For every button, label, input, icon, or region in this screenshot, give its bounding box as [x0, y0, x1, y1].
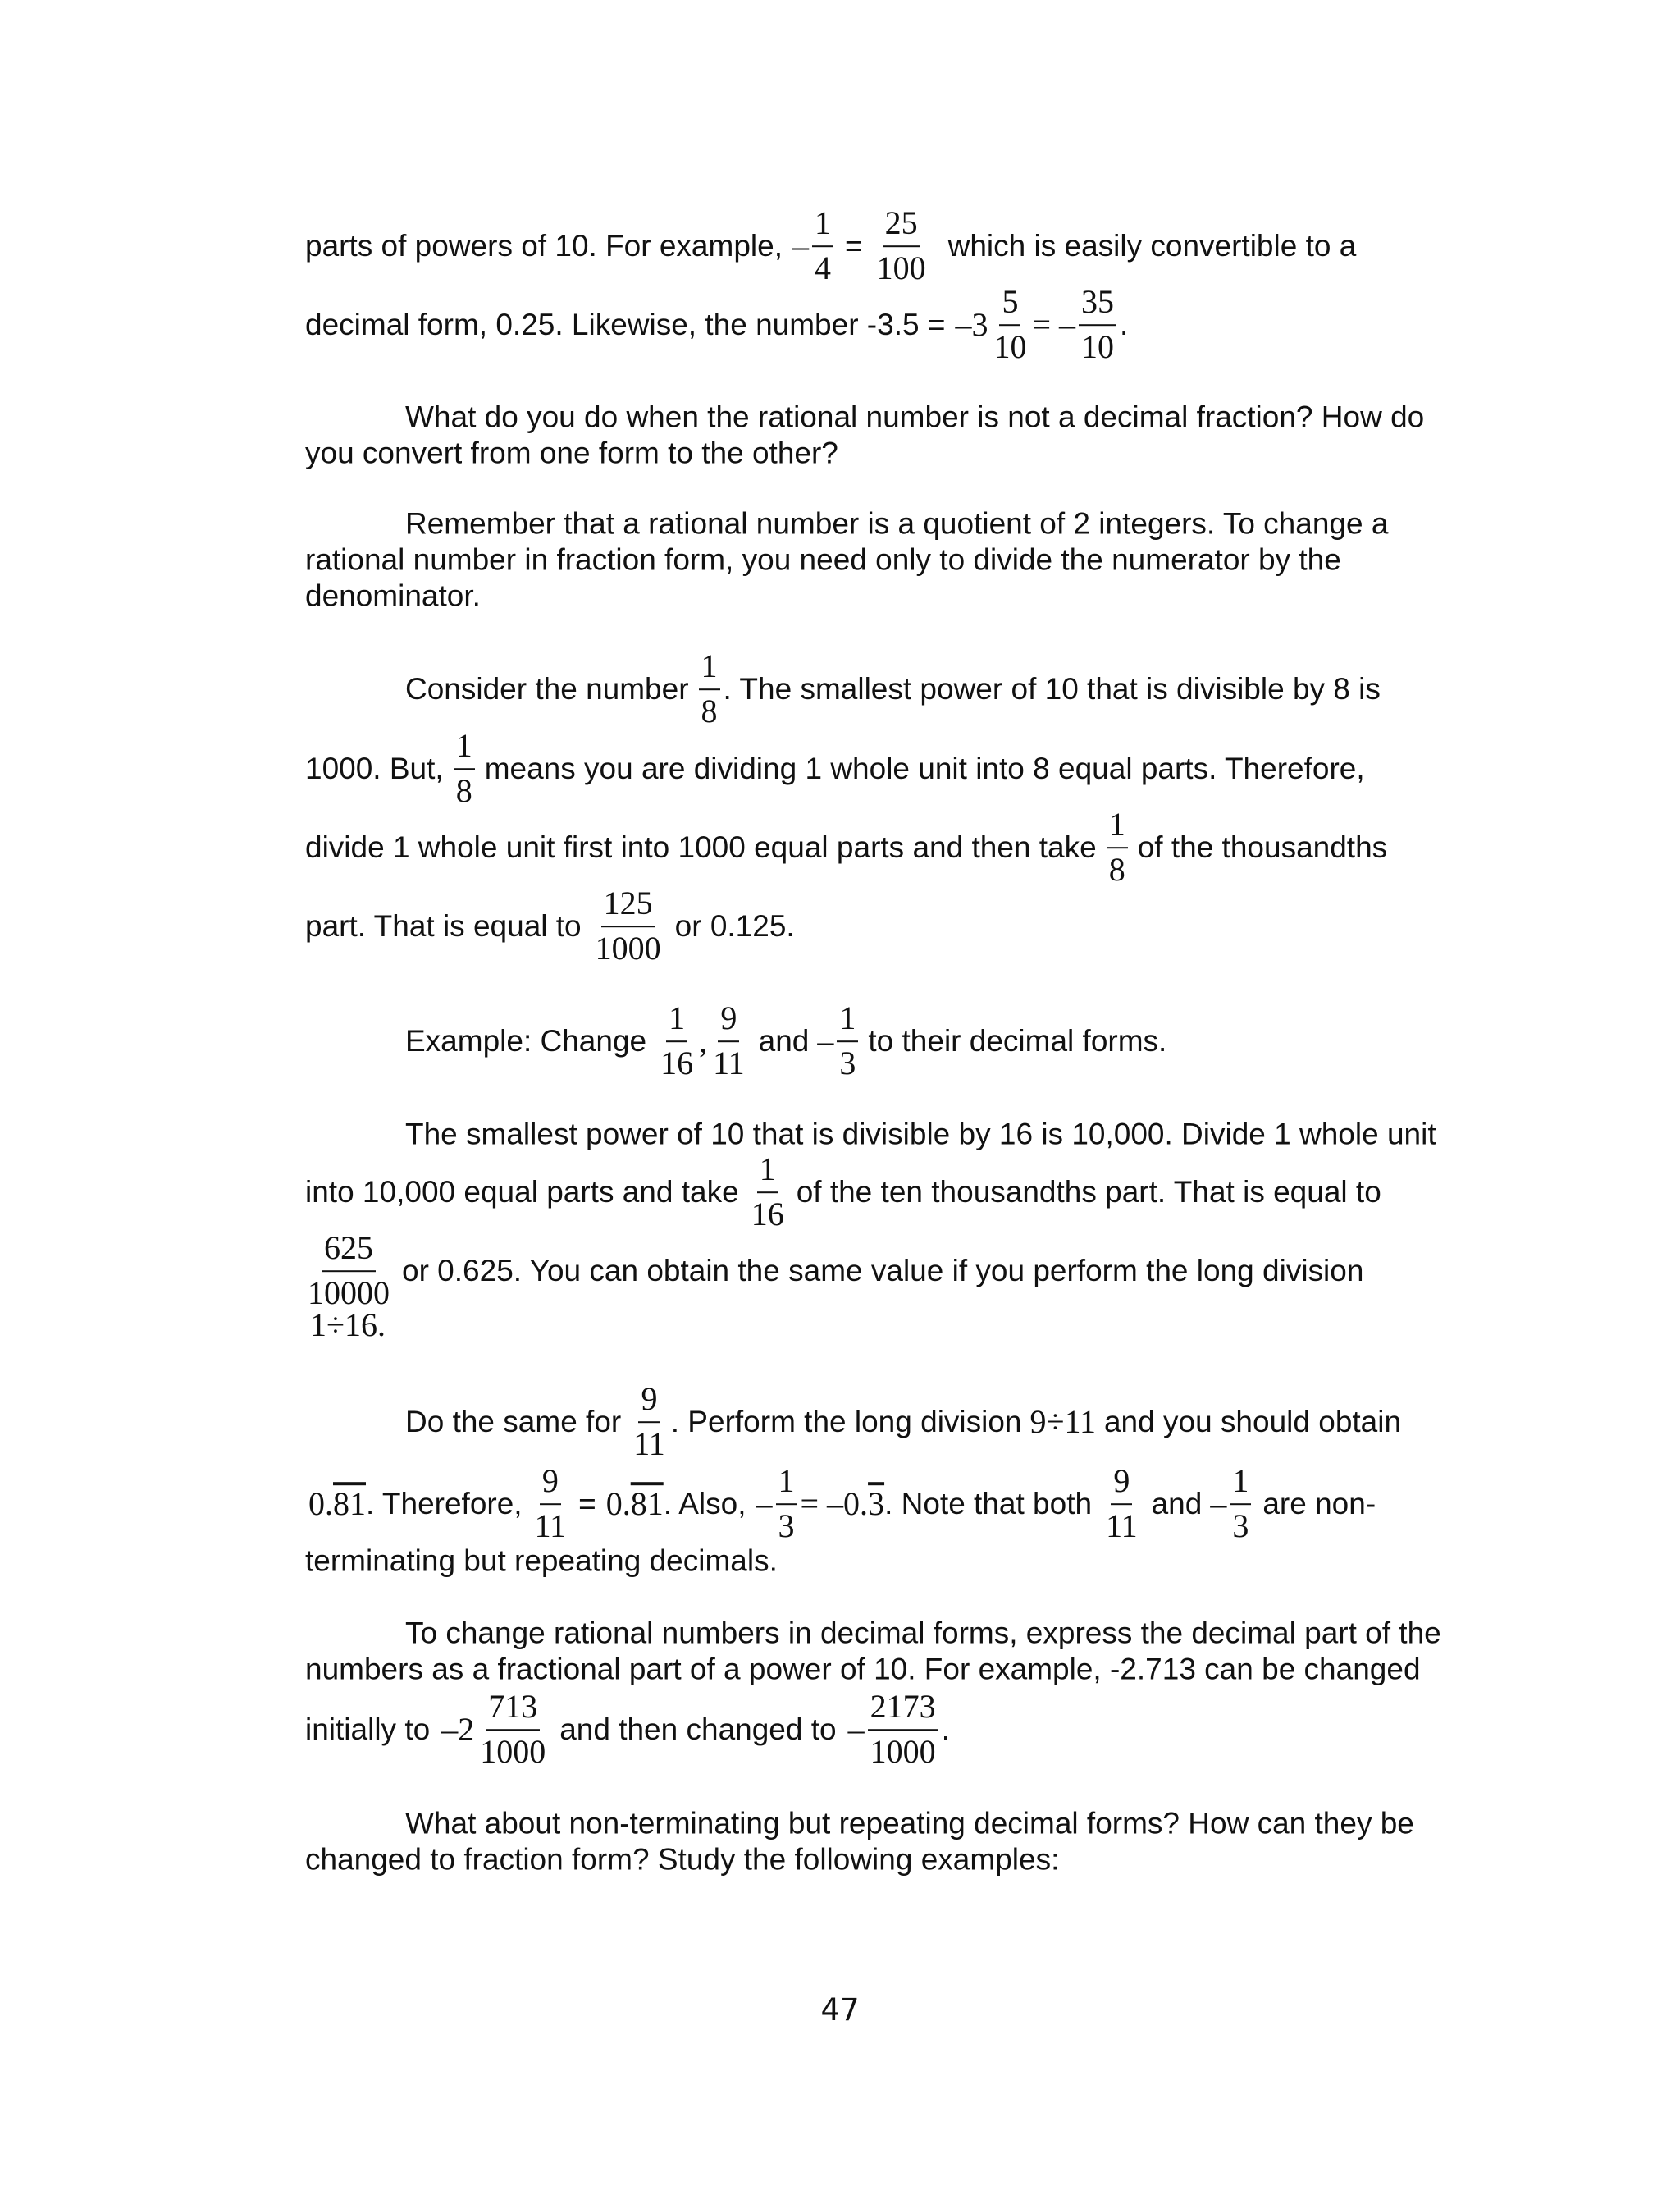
text-segment: What do you do when the rational number is not a decimal fraction? How do [405, 400, 1425, 434]
text-line [0, 1380, 1680, 1462]
fraction: 1 16 [751, 1150, 784, 1232]
text-segment: means you are dividing 1 whole unit into 8 equal parts. Therefore, [484, 752, 1365, 786]
text-segment: . Perform the long division [670, 1405, 1022, 1439]
text-line [0, 283, 1680, 365]
text-segment: parts of powers of 10. For example, [305, 229, 783, 263]
text-segment: initially to [305, 1712, 431, 1747]
text-segment: What about non-terminating but repeating decimal forms? How can they be [405, 1806, 1414, 1840]
text-segment: rational number in fraction form, you need only to divide the numerator by the [305, 542, 1341, 577]
text-line [0, 1842, 1680, 1877]
text-line [0, 885, 1680, 967]
text-segment: are non- [1262, 1487, 1376, 1521]
text-segment: . Therefore, [366, 1487, 523, 1521]
text-segment: to their decimal forms. [868, 1024, 1167, 1058]
text-segment: divide 1 whole unit first into 1000 equal parts and then take [305, 830, 1097, 865]
text-segment: into 10,000 equal parts and take [305, 1175, 739, 1209]
fraction: 35 10 [1079, 284, 1116, 366]
mixed-number-whole: –2 [441, 1711, 475, 1748]
equals-minus: = – [1032, 306, 1076, 343]
text-line [0, 1117, 1680, 1151]
fraction: 1 8 [1107, 807, 1128, 889]
text-line [0, 1652, 1680, 1686]
equals-sign: = [845, 229, 863, 263]
text-segment: of the ten thousandths part. That is equal to [796, 1175, 1381, 1209]
fraction: 9 11 [1106, 1462, 1138, 1544]
minus-sign: – [817, 1022, 834, 1059]
text-segment: of the thousandths [1137, 830, 1388, 865]
example-line [0, 999, 1680, 1081]
fraction: $\frac{25}{100}$ [876, 204, 926, 286]
text-segment: or 0.625. You can obtain the same value if you perform the long division [402, 1254, 1364, 1288]
decimal-integer-part: 0. [605, 1485, 631, 1522]
fraction: 9 11 [713, 999, 745, 1081]
fraction: 1 3 [837, 1000, 858, 1082]
minus-sign: – [792, 227, 809, 264]
fraction: 1 8 [454, 728, 475, 810]
fraction: 2173 1000 [868, 1689, 938, 1771]
text-segment: or 0.125. [674, 909, 795, 944]
text-line [0, 1688, 1680, 1770]
text-segment: and then changed to [559, 1712, 837, 1747]
math-expression: 9÷11 [1029, 1403, 1096, 1440]
text-segment: The smallest power of 10 that is divisible by 16 is 10,000. Divide 1 whole unit [405, 1117, 1436, 1151]
page-number: 47 [820, 1992, 860, 2028]
text-line [0, 647, 1680, 729]
text-segment: and you should obtain [1103, 1405, 1402, 1439]
fraction: 1 3 [1230, 1463, 1251, 1545]
comma: , [699, 1022, 708, 1059]
text-line [0, 1616, 1680, 1650]
text-line [0, 1806, 1680, 1840]
minus-sign: – [847, 1711, 865, 1748]
text-line [0, 578, 1680, 613]
fraction: $\frac{1}{3}$ [776, 1463, 797, 1545]
minus-sign: – [756, 1485, 773, 1522]
mixed-number-whole: –3 [955, 306, 988, 343]
text-segment: which is easily convertible to a [947, 229, 1357, 263]
period: . [1120, 308, 1129, 342]
text-segment: Example: Change [405, 1024, 647, 1058]
math-expression: 1÷16. [310, 1306, 386, 1343]
fraction: 125 1000 [595, 885, 661, 967]
text-segment: and [758, 1024, 810, 1058]
period: . [941, 1712, 950, 1747]
fraction: 625 10000 [308, 1229, 390, 1311]
text-segment: To change rational numbers in decimal forms, express the decimal part of the [405, 1616, 1441, 1650]
text-segment: Consider the number [405, 672, 689, 706]
text-line [0, 727, 1680, 809]
text-line [0, 1306, 1680, 1343]
text-segment: . Note that both [884, 1487, 1093, 1521]
text-line [0, 436, 1680, 470]
text-line [0, 1150, 1680, 1232]
text-segment: Do the same for [405, 1405, 622, 1439]
text-segment: numbers as a fractional part of a power of 10. For example, -2.713 can be changed [305, 1652, 1421, 1686]
text-segment: denominator. [305, 578, 481, 613]
text-segment: you convert from one form to the other? [305, 436, 838, 470]
decimal-integer-part: 0. [308, 1485, 333, 1522]
text-segment: changed to fraction form? Study the following examples: [305, 1842, 1060, 1877]
minus-sign: – [1210, 1485, 1227, 1522]
text-segment: Remember that a rational number is a quotient of 2 integers. To change a [405, 506, 1389, 541]
text-segment: 1000. But, [305, 752, 444, 786]
repeating-digits: 81 [333, 1485, 366, 1522]
text-segment: and [1151, 1487, 1203, 1521]
text-line [0, 400, 1680, 434]
repeating-digits: 3 [868, 1485, 885, 1522]
equals-sign: = [578, 1487, 596, 1521]
text-segment: terminating but repeating decimals. [305, 1543, 778, 1578]
text-line [0, 1229, 1680, 1311]
text-segment: decimal form, 0.25. Likewise, the number -3.5 = [305, 308, 946, 342]
fraction: $\frac{9}{11}$ [534, 1462, 567, 1544]
text-segment: . The smallest power of 10 that is divisible by 8 is [723, 672, 1381, 706]
fraction: 1 8 [699, 648, 720, 730]
repeating-digits: 81 [630, 1485, 664, 1522]
text-line [0, 1462, 1680, 1544]
decimal-integer-part: = –0. [800, 1485, 869, 1522]
fraction: $\frac{5}{10}$ [993, 283, 1027, 365]
fraction: $\frac{1}{4}$ [812, 205, 833, 287]
text-segment: . Also, [663, 1487, 746, 1521]
fraction: 1 16 [660, 999, 694, 1081]
text-segment: part. That is equal to [305, 909, 582, 944]
text-line [0, 204, 1680, 286]
fraction: 713 1000 [480, 1688, 546, 1770]
text-line [0, 506, 1680, 541]
fraction: 9 11 [633, 1380, 665, 1462]
